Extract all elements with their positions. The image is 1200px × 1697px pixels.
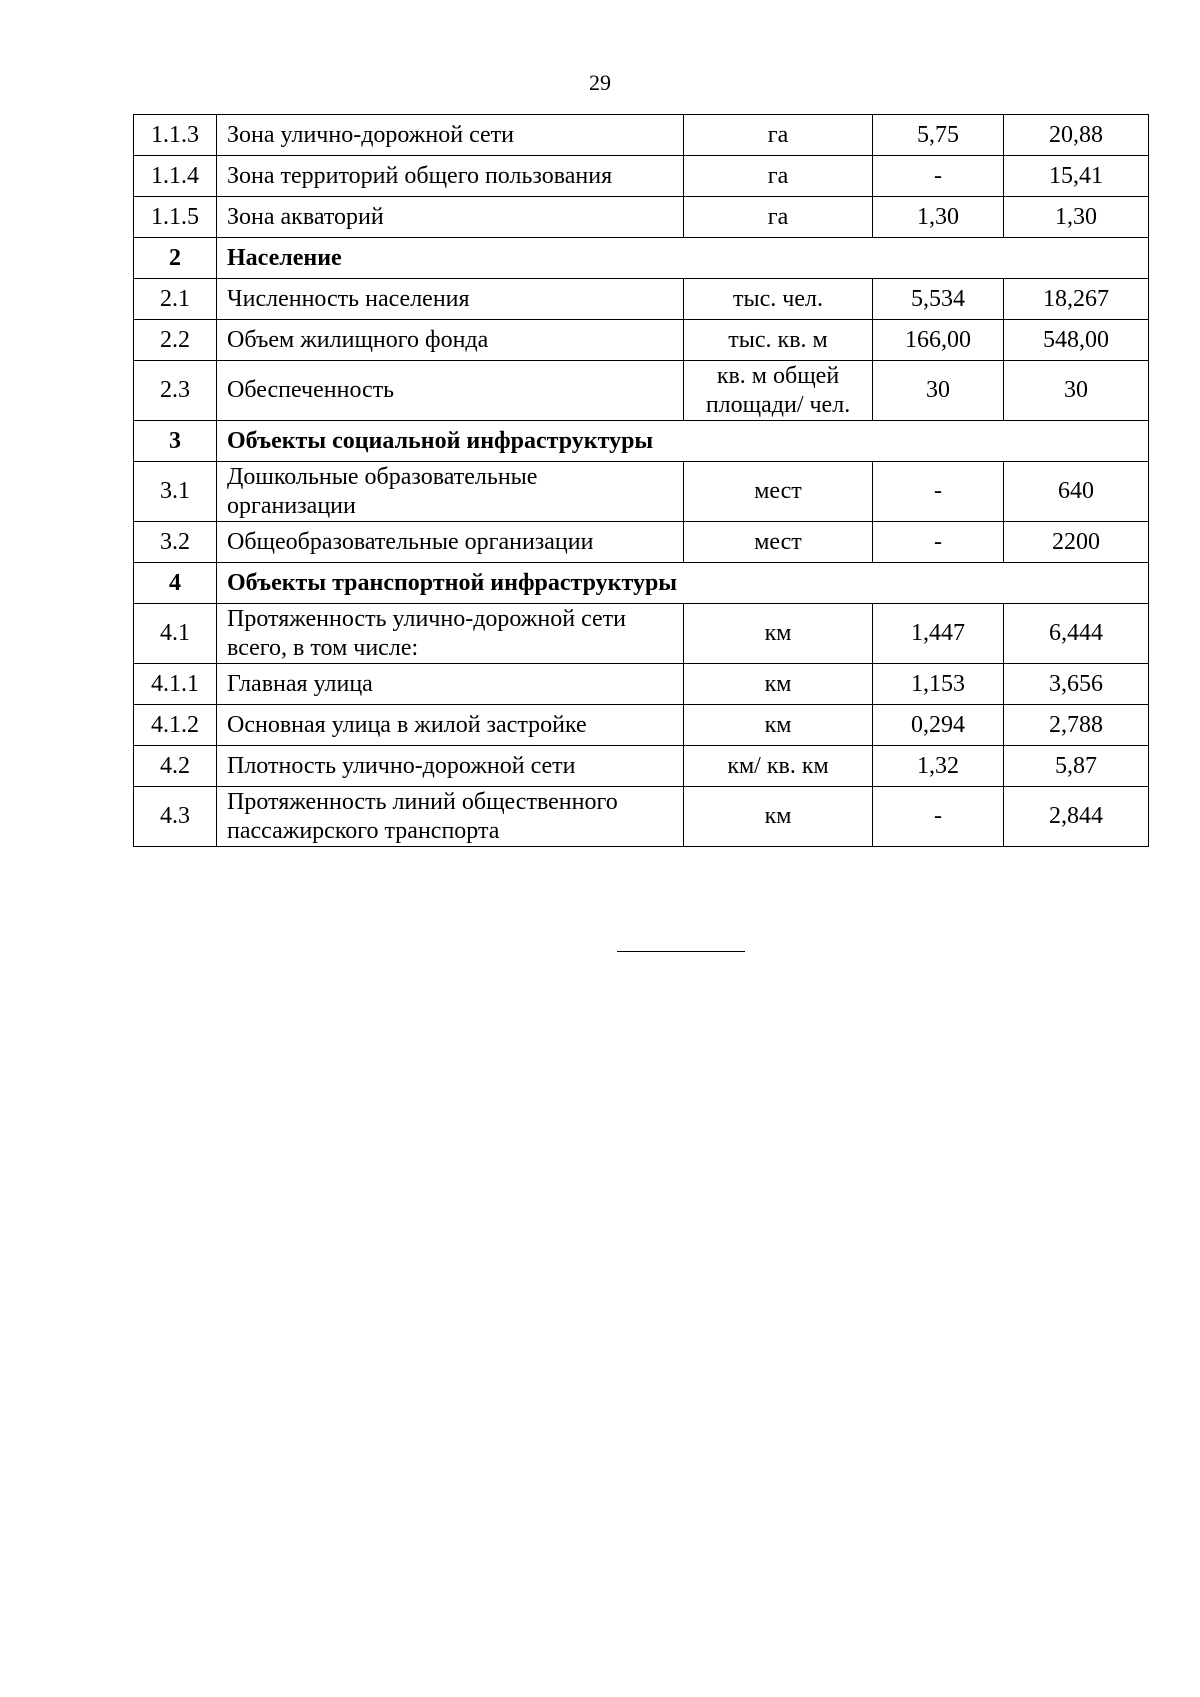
name-line: Протяженность улично-дорожной сети [227, 605, 626, 632]
value-existing: 5,534 [873, 279, 1004, 320]
section-title: Объекты социальной инфраструктуры [217, 421, 1149, 462]
name-line: организации [227, 492, 356, 519]
value-existing: 166,00 [873, 320, 1004, 361]
indicator-name: Объем жилищного фонда [217, 320, 684, 361]
value-projected: 18,267 [1004, 279, 1149, 320]
indicator-name: Общеобразовательные организации [217, 522, 684, 563]
row-number: 2.2 [134, 320, 217, 361]
row-number: 4.2 [134, 746, 217, 787]
unit-line: кв. м общей [716, 362, 840, 389]
value-projected: 2,844 [1004, 787, 1149, 847]
value-projected: 30 [1004, 361, 1149, 421]
unit-of-measure: км [684, 664, 873, 705]
table-row [134, 705, 1149, 746]
value-existing: - [873, 462, 1004, 522]
page-number: 29 [589, 70, 611, 95]
unit-of-measure: га [684, 156, 873, 197]
indicator-name: Главная улица [217, 664, 684, 705]
value-existing: 1,153 [873, 664, 1004, 705]
end-of-document-rule [617, 951, 745, 952]
indicator-name: Основная улица в жилой застройке [217, 705, 684, 746]
row-number: 4.1.1 [134, 664, 217, 705]
table-row [134, 522, 1149, 563]
indicator-name: Численность населения [217, 279, 684, 320]
unit-of-measure: км [684, 604, 873, 664]
value-projected: 1,30 [1004, 197, 1149, 238]
unit-of-measure: км [684, 705, 873, 746]
indicator-name: Зона акваторий [217, 197, 684, 238]
indicator-name: Зона улично-дорожной сети [217, 115, 684, 156]
value-projected: 548,00 [1004, 320, 1149, 361]
section-number: 4 [134, 563, 217, 604]
table-row [134, 462, 1149, 522]
value-projected: 15,41 [1004, 156, 1149, 197]
value-existing: 30 [873, 361, 1004, 421]
indicator-name [217, 787, 684, 847]
section-number: 3 [134, 421, 217, 462]
value-existing: - [873, 522, 1004, 563]
row-number: 3.2 [134, 522, 217, 563]
value-existing: 1,30 [873, 197, 1004, 238]
table-row [134, 115, 1149, 156]
table-row [134, 746, 1149, 787]
row-number: 4.1 [134, 604, 217, 664]
table-row [134, 604, 1149, 664]
value-existing: 5,75 [873, 115, 1004, 156]
value-existing: 1,32 [873, 746, 1004, 787]
value-existing: 0,294 [873, 705, 1004, 746]
unit-of-measure: га [684, 197, 873, 238]
section-title: Объекты транспортной инфраструктуры [217, 563, 1149, 604]
section-number: 2 [134, 238, 217, 279]
indicators-table-body [134, 115, 1149, 847]
indicator-name: Зона территорий общего пользования [217, 156, 684, 197]
value-existing: 1,447 [873, 604, 1004, 664]
value-projected: 2200 [1004, 522, 1149, 563]
value-projected: 6,444 [1004, 604, 1149, 664]
value-existing: - [873, 156, 1004, 197]
value-existing: - [873, 787, 1004, 847]
indicators-table [133, 114, 1149, 847]
row-number: 4.1.2 [134, 705, 217, 746]
table-row [134, 320, 1149, 361]
row-number: 2.3 [134, 361, 217, 421]
unit-of-measure: км [684, 787, 873, 847]
indicator-name [217, 462, 684, 522]
section-title: Население [217, 238, 1149, 279]
unit-of-measure: тыс. чел. [684, 279, 873, 320]
row-number: 1.1.5 [134, 197, 217, 238]
value-projected: 5,87 [1004, 746, 1149, 787]
row-number: 2.1 [134, 279, 217, 320]
table-row [134, 279, 1149, 320]
table-row [134, 156, 1149, 197]
row-number: 3.1 [134, 462, 217, 522]
table-row [134, 787, 1149, 847]
unit-of-measure: га [684, 115, 873, 156]
name-line: всего, в том числе: [227, 634, 419, 661]
unit-line: площади/ чел. [705, 391, 851, 418]
unit-of-measure: км/ кв. км [684, 746, 873, 787]
unit-of-measure: мест [684, 522, 873, 563]
row-number: 1.1.4 [134, 156, 217, 197]
value-projected: 2,788 [1004, 705, 1149, 746]
row-number: 1.1.3 [134, 115, 217, 156]
table-row [134, 197, 1149, 238]
value-projected: 640 [1004, 462, 1149, 522]
value-projected: 20,88 [1004, 115, 1149, 156]
unit-of-measure: тыс. кв. м [684, 320, 873, 361]
name-line: Протяженность линий общественного [227, 788, 618, 815]
section-row [134, 563, 1149, 604]
indicator-name: Плотность улично-дорожной сети [217, 746, 684, 787]
section-row [134, 238, 1149, 279]
unit-of-measure [684, 361, 873, 421]
table-row [134, 664, 1149, 705]
table-row [134, 361, 1149, 421]
unit-of-measure: мест [684, 462, 873, 522]
value-projected: 3,656 [1004, 664, 1149, 705]
section-row [134, 421, 1149, 462]
row-number: 4.3 [134, 787, 217, 847]
name-line: Дошкольные образовательные [227, 463, 538, 490]
indicator-name [217, 604, 684, 664]
indicator-name: Обеспеченность [217, 361, 684, 421]
name-line: пассажирского транспорта [227, 817, 500, 844]
